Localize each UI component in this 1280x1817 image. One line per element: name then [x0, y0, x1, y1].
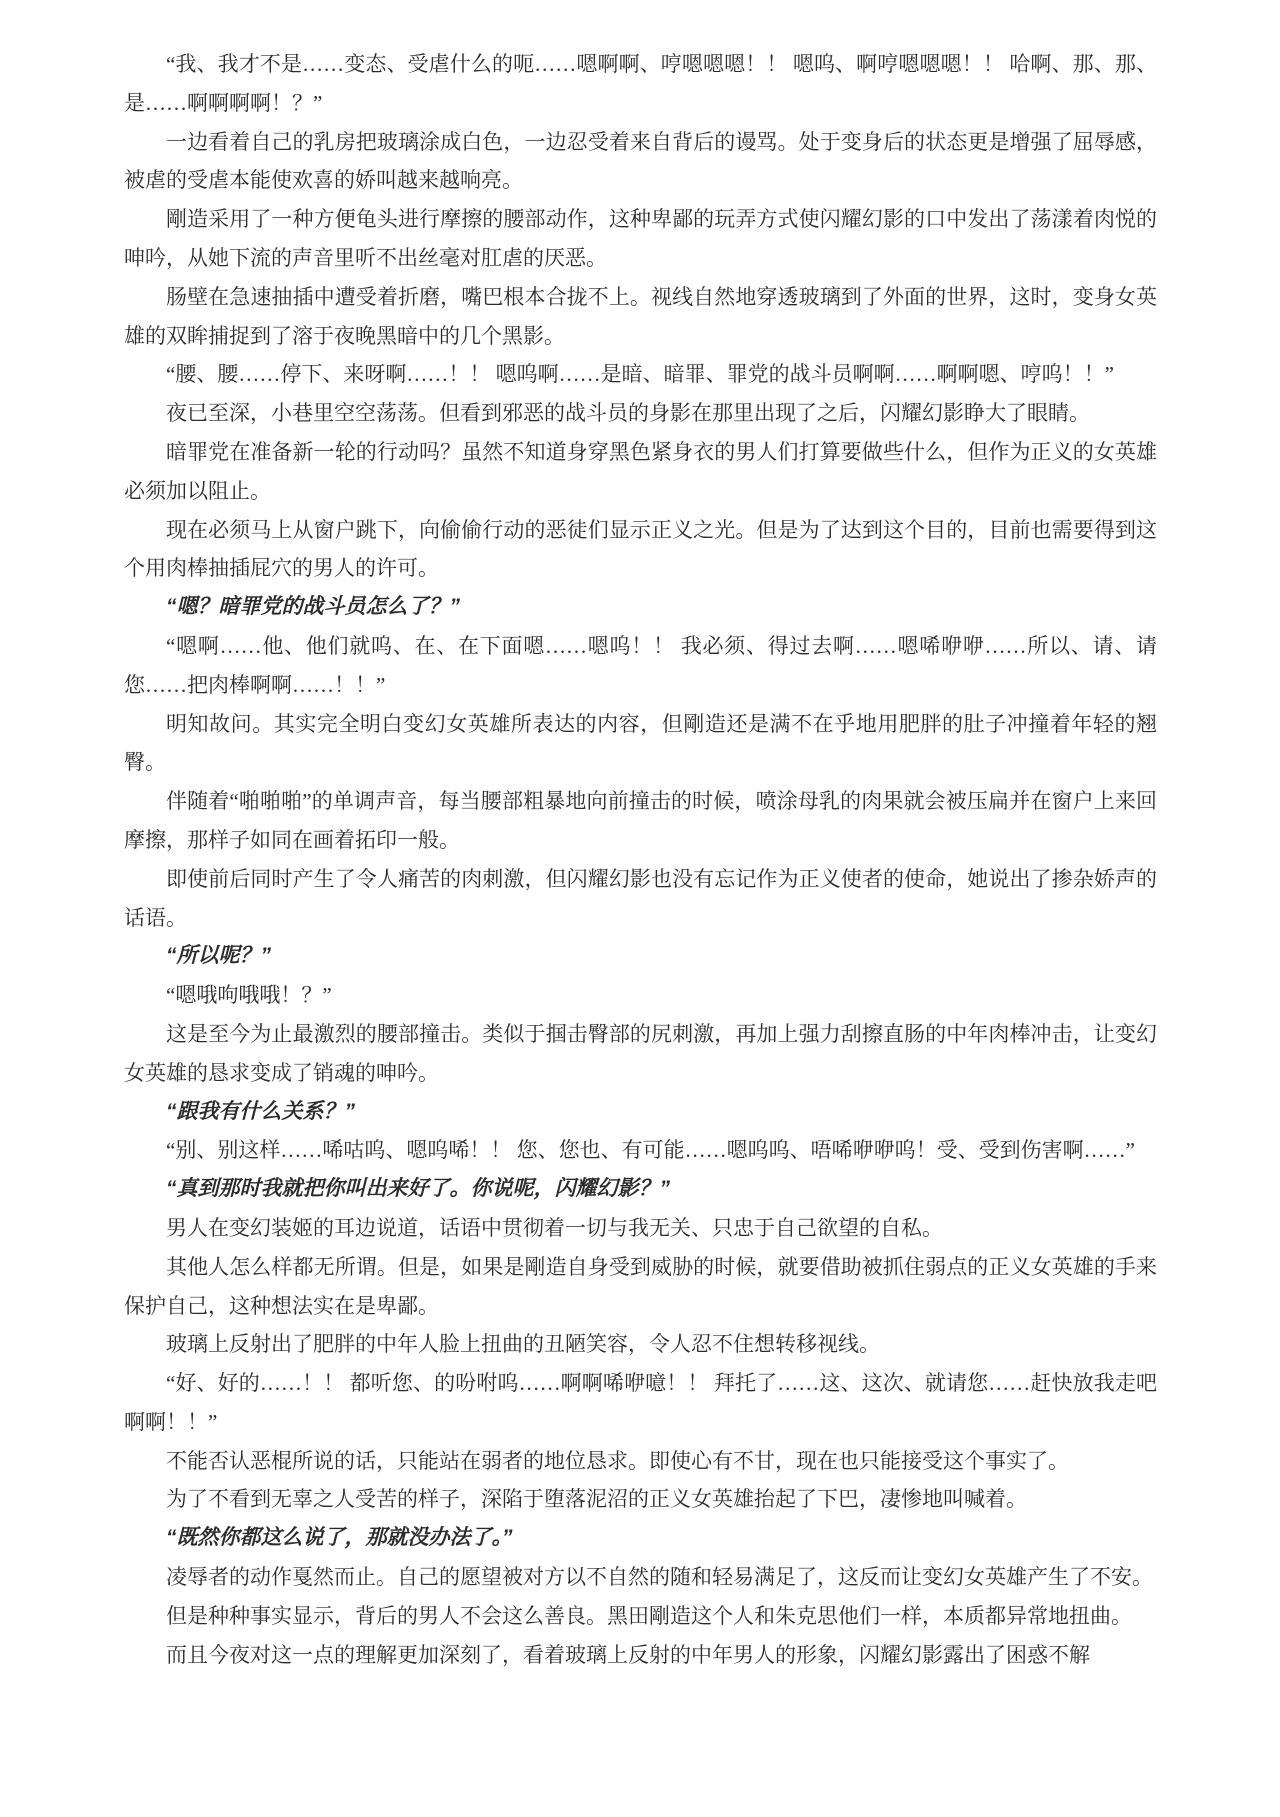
paragraph: 一边看着自己的乳房把玻璃涂成白色，一边忍受着来自背后的谩骂。处于变身后的状态更是增强了屈辱感，被虐的受虐本能使欢喜的娇叫越来越响亮。	[124, 129, 1157, 193]
paragraph: 男人在变幻装姬的耳边说道，话语中贯彻着一切与我无关、只忠于自己欲望的自私。	[166, 1215, 943, 1240]
paragraph: 伴随着“啪啪啪”的单调声音，每当腰部粗暴地向前撞击的时候，喷涂母乳的肉果就会被压扁并在窗户上来回摩擦，那样子如同在画着拓印一般。	[124, 789, 1157, 852]
emphasized-dialogue-line: “所以呢？”	[166, 944, 271, 968]
paragraph: “好、好的……！！ 都听您、的吩咐呜……啊啊唏咿噫！！ 拜托了……这、这次、就请您……赶快放我走吧啊啊！！”	[124, 1371, 1157, 1434]
paragraph: 凌辱者的动作戛然而止。自己的愿望被对方以不自然的随和轻易满足了，这反而让变幻女英雄产生了不安。	[166, 1565, 1153, 1590]
paragraph: 不能否认恶棍所说的话，只能站在弱者的地位恳求。即使心有不甘，现在也只能接受这个事实了。	[166, 1448, 1069, 1473]
paragraph: “别、别这样……唏咕呜、嗯呜唏！！ 您、您也、有可能……嗯呜呜、唔唏咿咿呜！受、受到伤害啊……”	[166, 1138, 1135, 1163]
paragraph: “腰、腰……停下、来呀啊……！！ 嗯呜啊……是暗、暗罪、罪党的战斗员啊啊……啊啊嗯、哼呜！！”	[166, 362, 1114, 387]
paragraph: 即使前后同时产生了令人痛苦的肉刺激，但闪耀幻影也没有忘记作为正义使者的使命，她说出了掺杂娇声的话语。	[124, 866, 1157, 930]
paragraph: 暗罪党在准备新一轮的行动吗？虽然不知道身穿黑色紧身衣的男人们打算要做些什么，但作为正义的女英雄必须加以阻止。	[124, 439, 1157, 503]
emphasized-dialogue-line: “跟我有什么关系？”	[166, 1099, 355, 1123]
paragraph: “我、我才不是……变态、受虐什么的呃……嗯啊啊、哼嗯嗯嗯！！ 嗯呜、啊哼嗯嗯嗯！！ 哈啊、那、那、是……啊啊啊啊！？”	[124, 52, 1157, 115]
paragraph: 这是至今为止最激烈的腰部撞击。类似于掴击臀部的尻刺激，再加上强力刮擦直肠的中年肉棒冲击，让变幻女英雄的恳求变成了销魂的呻吟。	[124, 1021, 1157, 1085]
paragraph: 为了不看到无辜之人受苦的样子，深陷于堕落泥沼的正义女英雄抬起了下巴，凄惨地叫喊着。	[166, 1487, 1027, 1512]
paragraph: 夜已至深，小巷里空空荡荡。但看到邪恶的战斗员的身影在那里出现了之后，闪耀幻影睁大了眼睛。	[166, 401, 1090, 426]
paragraph: “嗯啊……他、他们就呜、在、在下面嗯……嗯呜！！ 我必须、得过去啊……嗯唏咿咿……所以、请、请您……把肉棒啊啊……！！”	[124, 633, 1157, 697]
emphasized-dialogue-line: “既然你都这么说了，那就没办法了。”	[166, 1526, 513, 1550]
paragraph: 现在必须马上从窗户跳下，向偷偷行动的恶徒们显示正义之光。但是为了达到这个目的，目前也需要得到这个用肉棒抽插屁穴的男人的许可。	[124, 517, 1157, 581]
paragraph: 剛造采用了一种方便龟头进行摩擦的腰部动作，这种卑鄙的玩弄方式使闪耀幻影的口中发出了荡漾着肉悦的呻吟，从她下流的声音里听不出丝毫对肛虐的厌恶。	[124, 207, 1157, 270]
paragraph: 但是种种事实显示，背后的男人不会这么善良。黑田剛造这个人和朱克思他们一样，本质都异常地扭曲。	[166, 1603, 1132, 1628]
paragraph: 而且今夜对这一点的理解更加深刻了，看着玻璃上反射的中年男人的形象，闪耀幻影露出了困惑不解	[166, 1642, 1090, 1667]
emphasized-dialogue-line: “真到那时我就把你叫出来好了。你说呢，闪耀幻影？”	[166, 1177, 670, 1201]
paragraph: 玻璃上反射出了肥胖的中年人脸上扭曲的丑陋笑容，令人忍不住想转移视线。	[166, 1332, 880, 1357]
emphasized-dialogue-line: “嗯？暗罪党的战斗员怎么了？”	[166, 595, 460, 619]
paragraph: 明知故问。其实完全明白变幻女英雄所表达的内容，但剛造还是满不在乎地用肥胖的肚子冲撞着年轻的翘臀。	[124, 711, 1157, 775]
paragraph: “嗯哦呴哦哦！？”	[166, 983, 332, 1008]
paragraph: 肠壁在急速抽插中遭受着折磨，嘴巴根本合拢不上。视线自然地穿透玻璃到了外面的世界，这时，变身女英雄的双眸捕捉到了溶于夜晚黑暗中的几个黑影。	[124, 284, 1157, 348]
paragraph: 其他人怎么样都无所谓。但是，如果是剛造自身受到威胁的时候，就要借助被抓住弱点的正义女英雄的手来保护自己，这种想法实在是卑鄙。	[124, 1254, 1157, 1318]
